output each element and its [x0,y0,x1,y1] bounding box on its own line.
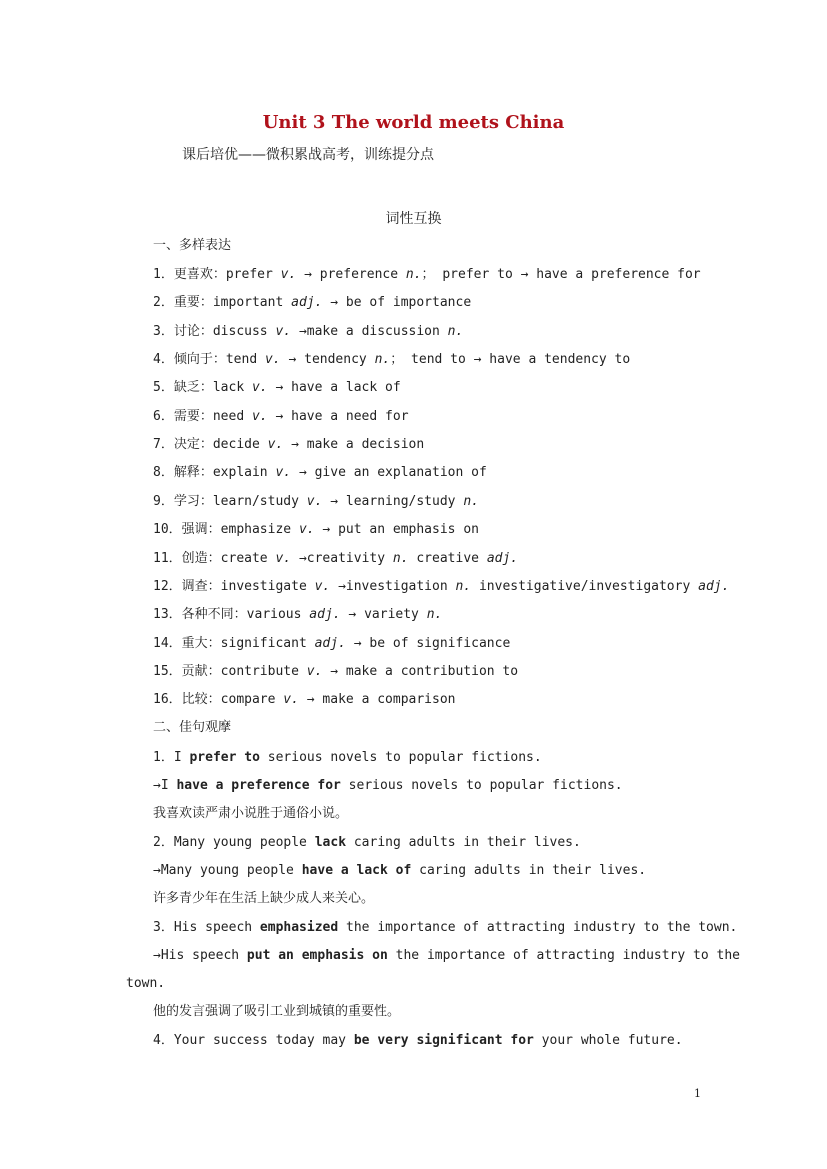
vocab-item: 15．贡献：contribute v. → make a contribution to [153,663,519,679]
vocab-item: 2．重要：important adj. → be of importance [153,295,472,311]
vocab-item: 14．重大：significant adj. → be of significance [153,635,511,651]
vocab-item: 13．各种不同：various adj. → variety n. [153,607,443,623]
vocab-item: 11．创造：create v. →creativity n. creative adj. [153,550,519,566]
sentence-1-rewrite: →I have a preference for serious novels to popular fictions. [153,778,623,793]
vocab-item: 16．比较：compare v. → make a comparison [153,692,456,708]
vocab-item: 5．缺乏：lack v. → have a lack of [153,380,401,396]
sentence-2-rewrite: →Many young people have a lack of caring adults in their lives. [153,863,647,878]
sentence-2: 2．Many young people lack caring adults in their lives. [153,835,581,850]
vocab-item: 10．强调：emphasize v. → put an emphasis on [153,522,479,538]
sentence-4: 4．Your success today may be very significant for your whole future. [153,1033,683,1048]
subtitle: 课后培优——微积累战高考，训练提分点 [182,147,434,163]
page-title: Unit 3 The world meets China [262,112,565,133]
part1-heading: 一、多样表达 [153,238,232,253]
vocab-item: 12．调查：investigate v. →investigation n. investigative/investigatory adj. [153,578,730,594]
sentence-1-translation: 我喜欢读严肃小说胜于通俗小说。 [153,806,349,821]
sentence-2-translation: 许多青少年在生活上缺少成人来关心。 [153,891,375,906]
vocab-item: 1．更喜欢：prefer v. → preference n.； prefer to → have a preference for [153,267,701,282]
vocab-item: 4．倾向于：tend v. → tendency n.； tend to → have a tendency to [153,352,631,368]
sentence-1: 1．I prefer to serious novels to popular fictions. [153,750,542,765]
vocab-item: 3．讨论：discuss v. →make a discussion n. [153,323,464,339]
sentence-3-rewrite: →His speech put an emphasis on the importance of attracting industry to the [153,948,741,963]
sentence-3-translation: 他的发言强调了吸引工业到城镇的重要性。 [153,1004,401,1019]
vocab-item: 8．解释：explain v. → give an explanation of [153,465,487,481]
part2-heading: 二、佳句观摩 [153,720,232,735]
page-number: 1 [694,1087,701,1100]
section-title: 词性互换 [385,211,442,227]
vocab-item: 6．需要：need v. → have a need for [153,408,409,424]
vocab-item: 7．决定：decide v. → make a decision [153,437,425,453]
sentence-3-rewrite-cont: town. [126,976,166,991]
sentence-3: 3．His speech emphasized the importance of attracting industry to the town. [153,920,738,935]
vocab-item: 9．学习：learn/study v. → learning/study n. [153,493,479,509]
